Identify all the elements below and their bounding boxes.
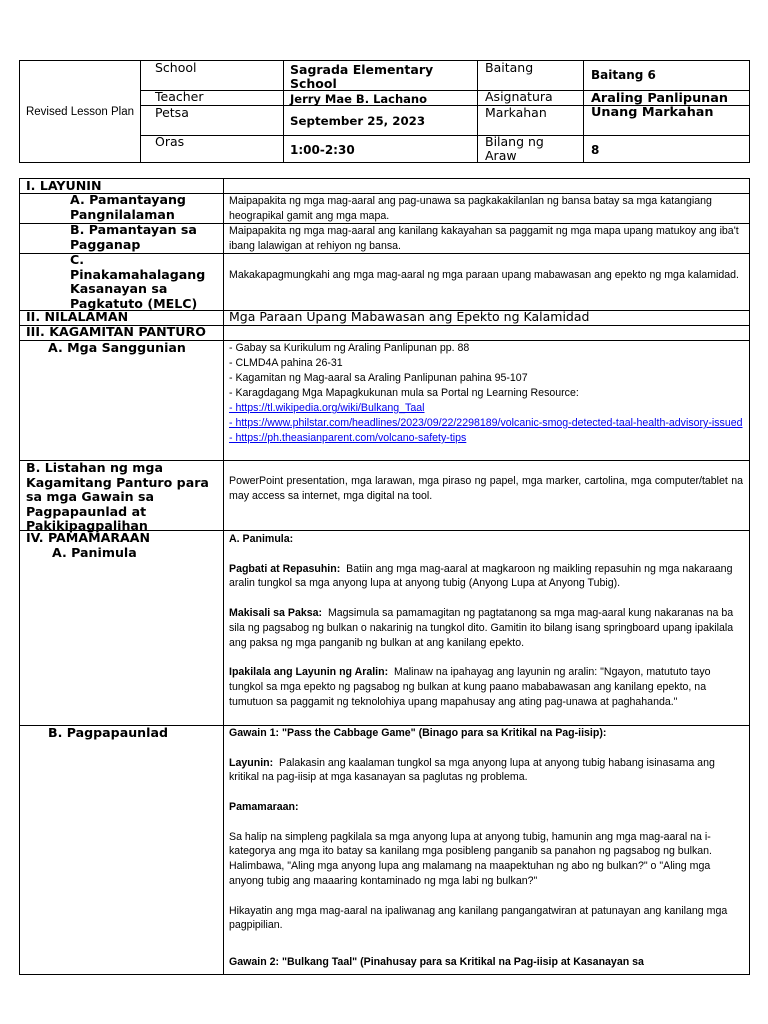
melc-label: C. Pinakamahalagang Kasanayan sa Pagkatuto (MELC)	[70, 252, 206, 311]
oras-value: 1:00-2:30	[290, 143, 355, 157]
pamantayang-label: A. Pamantayang Pangnilalaman	[70, 192, 186, 222]
divider	[140, 61, 141, 162]
listahan-text: PowerPoint presentation, mga larawan, mga piraso ng papel, mga marker, cartolina, mga computer/tablet na may access sa internet, mga digital na tool.	[229, 475, 743, 502]
layunin-paragraph	[229, 756, 743, 786]
bilang-value: 8	[591, 143, 600, 157]
pagganap-text: Maipapakita ng mga mag-aaral ang kanilang kakayahan sa paggamit ng mga mapa upang matukoy ang iba't ibang lalawigan at rehiyon ng bansa.	[229, 225, 739, 252]
pamamaraan-title: Pamamaraan:	[229, 800, 299, 813]
reference-link[interactable]: - https://ph.theasianparent.com/volcano-safety-tips	[229, 432, 467, 444]
petsa-label: Petsa	[155, 105, 189, 120]
reference-item: - CLMD4A pahina 26-31	[229, 357, 343, 369]
kagamitan-heading: III. KAGAMITAN PANTURO	[26, 324, 206, 339]
sanggunian-list	[229, 341, 743, 446]
column-divider	[223, 179, 224, 974]
reference-item: - Gabay sa Kurikulum ng Araling Panlipunan pp. 88	[229, 342, 470, 354]
layunin-title: Layunin:	[229, 756, 274, 769]
nilalaman-heading: II. NILALAMAN	[26, 309, 129, 324]
panimula-content	[229, 532, 743, 710]
school-value: Sagrada Elementary School	[290, 62, 434, 91]
listahan-label: B. Listahan ng mga Kagamitang Panturo para sa mga Gawain sa Pagpapaunlad at Pakikipagpalihan	[26, 460, 209, 533]
panimula-label: A. Panimula	[52, 545, 137, 560]
gawain2-title: Gawain 2: "Bulkang Taal" (Pinahusay para sa Kritikal na Pag-iisip at Kasanayan sa	[229, 955, 644, 968]
pagpapaunlad-content	[229, 726, 743, 970]
ipakilala-paragraph	[229, 665, 743, 709]
baitang-label: Baitang	[485, 60, 534, 75]
pagbati-paragraph	[229, 562, 743, 592]
teacher-label: Teacher	[155, 89, 204, 104]
oras-label: Oras	[155, 134, 185, 149]
pagbati-title: Pagbati at Repasuhin:	[229, 562, 341, 575]
makisali-paragraph	[229, 606, 743, 650]
ipakilala-text: Malinaw na ipahayag ang layunin ng aralin: "Ngayon, matututo tayo tungkol sa mga epekto ng pagsabog ng bulkan at kung paano mababawasan ang kanilang epekto, na tumutuon sa paggamit ng teknolohiya upang mapahusay ang ating pag-unawa at paghahanda."	[229, 666, 711, 708]
reference-item: - Karagdagang Mga Mapagkukunan mula sa Portal ng Learning Resource:	[229, 387, 579, 399]
teacher-value: Jerry Mae B. Lachano	[290, 92, 428, 106]
markahan-value: Unang Markahan	[591, 105, 714, 120]
reference-link[interactable]: - https://tl.wikipedia.org/wiki/Bulkang_Taal	[229, 402, 425, 414]
nilalaman-text: Mga Paraan Upang Mabawasan ang Epekto ng Kalamidad	[229, 309, 590, 324]
makisali-text: Magsimula sa pamamagitan ng pagtatanong sa mga mag-aaral kung nakaranas na ba sila ng pagsabog ng bulkan o nakarinig na tungkol dito. Gamitin ito bilang isang springboard upang ipakilala ang paksa ng mga panganib ng bulkan at ang kanilang epekto.	[229, 606, 734, 649]
reference-link[interactable]: - https://www.philstar.com/headlines/2023/09/22/2298189/volcanic-smog-detected-taal-health-advisory-issued	[229, 417, 743, 429]
markahan-label: Markahan	[485, 105, 547, 120]
bilang-label: Bilang ng Araw	[485, 134, 544, 163]
hikayatin-text: Hikayatin ang mga mag-aaral na ipaliwanag ang kanilang pangangatwiran at patunayan ang kanilang mga pagpipilian.	[229, 904, 728, 932]
petsa-value: September 25, 2023	[290, 114, 426, 128]
header-table	[19, 60, 750, 163]
pagpapaunlad-label: B. Pagpapaunlad	[48, 725, 168, 740]
pagbati-text: Batiin ang mga mag-aaral at magkaroon ng maikling repasuhin ng mga nakaraang aralin tungkol sa mga anyong lupa at anyong tubig (Anyong Lupa at Anyong Tubig).	[229, 562, 733, 590]
asignatura-value: Araling Panlipunan	[591, 91, 729, 106]
baitang-value: Baitang 6	[591, 68, 656, 82]
ipakilala-title: Ipakilala ang Layunin ng Aralin:	[229, 666, 389, 679]
divider	[140, 135, 749, 136]
panimula-title: A. Panimula:	[229, 533, 294, 545]
asignatura-label: Asignatura	[485, 89, 553, 104]
pagganap-label: B. Pamantayan sa Pagganap	[70, 222, 197, 252]
lesson-table	[19, 178, 750, 975]
layunin-text: Palakasin ang kaalaman tungkol sa mga anyong lupa at anyong tubig habang isinasama ang kritikal na pag-iisip at mga kasanayan sa paglutas ng problema.	[229, 756, 715, 784]
layunin-heading: I. LAYUNIN	[26, 178, 102, 193]
pamamaraan-text: Sa halip na simpleng pagkilala sa mga anyong lupa at anyong tubig, hamunin ang mga mag-aaral na i-kategorya ang mga ito batay sa kanilang mga posibleng panganib sa panahon ng pagsabog ng bulkan. Halimbawa, "Aling mga anyong lupa ang malamang na maapektuhan ng abo ng bulkan?" o "Aling mga anyong tubig ang maaaring kontaminado ng mga labi ng bulkan?"	[229, 830, 712, 887]
reference-item: - Kagamitan ng Mag-aaral sa Araling Panlipunan pahina 95-107	[229, 372, 528, 384]
divider	[583, 61, 584, 162]
sanggunian-label: A. Mga Sanggunian	[48, 340, 186, 355]
melc-text: Makakapagmungkahi ang mga mag-aaral ng mga paraan upang mabawasan ang epekto ng mga kalamidad.	[229, 269, 740, 281]
divider	[283, 61, 284, 162]
makisali-title: Makisali sa Paksa:	[229, 606, 323, 619]
gawain1-title: Gawain 1: "Pass the Cabbage Game" (Binago para sa Kritikal na Pag-iisip):	[229, 727, 607, 739]
pamamaraan-heading: IV. PAMAMARAAN	[26, 530, 151, 545]
school-label: School	[155, 60, 197, 75]
divider	[477, 61, 478, 162]
lesson-plan-title: Revised Lesson Plan	[25, 105, 135, 118]
pamantayang-text: Maipapakita ng mga mag-aaral ang pag-unawa sa pagkakakilanlan ng bansa batay sa mga katangiang heograpikal gamit ang mga mapa.	[229, 195, 712, 222]
